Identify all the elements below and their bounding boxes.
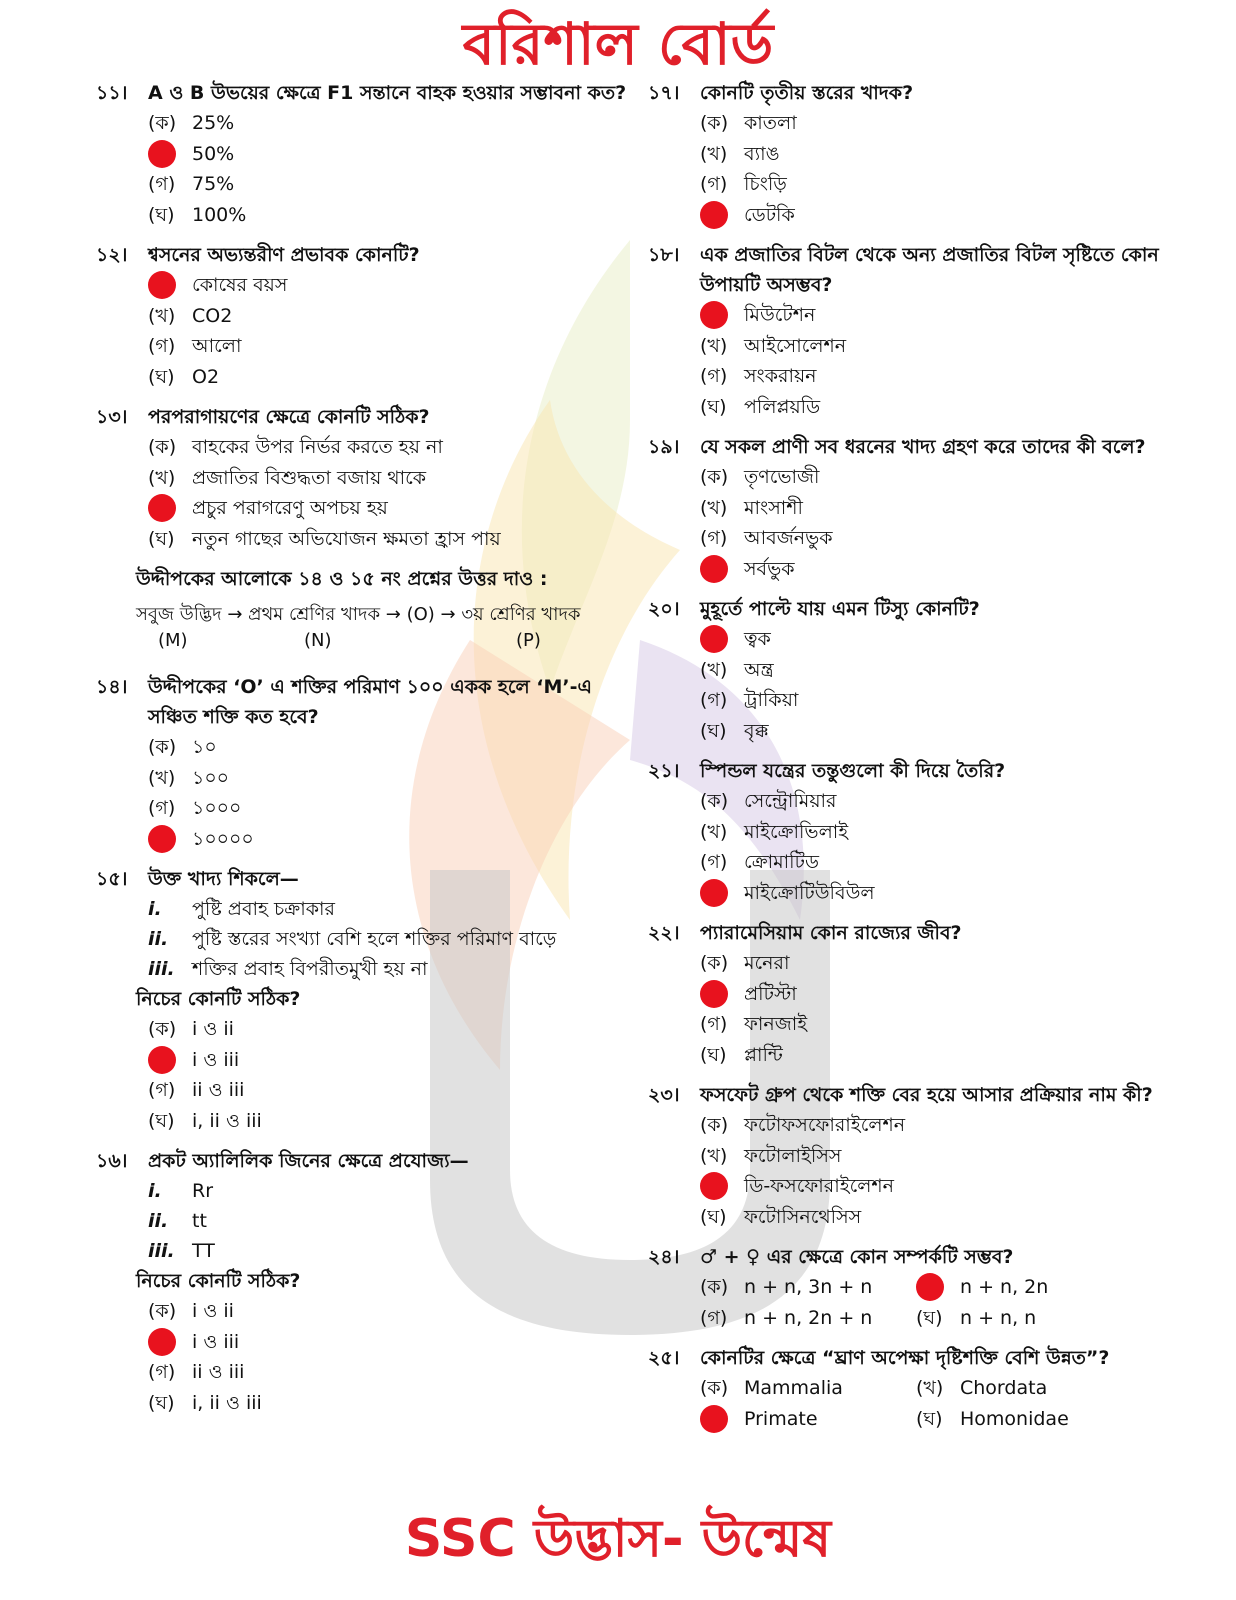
question-text: প্রকট অ্যালিলিক জিনের ক্ষেত্রে প্রযোজ্য— bbox=[148, 1150, 469, 1172]
page-title: বরিশাল বোর্ড bbox=[462, 10, 774, 78]
question-text: যে সকল প্রাণী সব ধরনের খাদ্য গ্রহণ করে তাদের কী বলে? bbox=[700, 436, 1146, 458]
option-gha[interactable] bbox=[148, 1106, 636, 1137]
option-kha[interactable] bbox=[700, 655, 1188, 686]
option-ga[interactable] bbox=[148, 169, 636, 200]
option-ka[interactable] bbox=[700, 108, 1188, 139]
option-gha[interactable] bbox=[700, 1202, 1188, 1233]
question-text: উদ্দীপকের ‘O’ এ শক্তির পরিমাণ ১০০ একক হলে ‘M’-এ সঞ্চিত শক্তি কত হবে? bbox=[148, 676, 592, 728]
question-text: মুহূর্তে পাল্টে যায় এমন টিস্যু কোনটি? bbox=[700, 598, 980, 620]
option-ka[interactable] bbox=[148, 732, 636, 763]
option-gha[interactable] bbox=[700, 716, 1188, 747]
option-text: n + n, 3n + n bbox=[744, 1276, 873, 1298]
which-correct: নিচের কোনটি সঠিক? bbox=[136, 988, 301, 1010]
question-number: ১৬। bbox=[96, 1150, 128, 1172]
option-text: ফানজাই bbox=[744, 1013, 808, 1035]
option-ga[interactable] bbox=[700, 523, 1188, 554]
option-label: (খ) bbox=[700, 142, 728, 165]
option-label: (ক) bbox=[700, 1377, 729, 1399]
option-label: (গ) bbox=[148, 797, 176, 819]
option-text: O2 bbox=[192, 365, 220, 388]
question-11 bbox=[96, 78, 636, 230]
option-label: (গ) bbox=[148, 173, 176, 195]
option-kha[interactable] bbox=[700, 1141, 1188, 1172]
option-label: (ঘ) bbox=[700, 1043, 727, 1066]
option-text: Homonidae bbox=[960, 1407, 1069, 1430]
option-text: i ও iii bbox=[192, 1048, 240, 1071]
option-ga[interactable] bbox=[148, 331, 636, 362]
option-label: (খ) bbox=[148, 766, 176, 789]
option-ka[interactable] bbox=[700, 1110, 1188, 1141]
option-kha[interactable] bbox=[148, 139, 636, 170]
option-text: ১০০০ bbox=[192, 797, 242, 819]
question-text: শ্বসনের অভ্যন্তরীণ প্রভাবক কোনটি? bbox=[148, 244, 420, 266]
option-gha[interactable] bbox=[148, 200, 636, 231]
option-label: (খ) bbox=[700, 334, 728, 357]
answer-dot-icon bbox=[700, 201, 728, 229]
question-13 bbox=[96, 402, 636, 554]
option-ga[interactable] bbox=[700, 1009, 1188, 1040]
option-label: (ঘ) bbox=[148, 1109, 175, 1132]
stimulus-passage bbox=[136, 564, 636, 660]
option-label: (গ) bbox=[148, 1079, 176, 1101]
question-number: ১৯। bbox=[648, 436, 680, 458]
option-ka[interactable] bbox=[148, 432, 636, 463]
option-text: ii ও iii bbox=[192, 1361, 245, 1383]
option-text: সেন্ট্রোমিয়ার bbox=[744, 790, 837, 812]
option-kha[interactable] bbox=[700, 493, 1188, 524]
option-text: আবর্জনভুক bbox=[744, 527, 833, 549]
option-text: i ও ii bbox=[192, 1018, 234, 1040]
option-text: প্রটিস্টা bbox=[744, 982, 797, 1005]
question-text: ♂ + ♀ এর ক্ষেত্রে কোন সম্পর্কটি সম্ভব? bbox=[700, 1246, 1014, 1268]
option-label: (খ) bbox=[700, 658, 728, 681]
option-text: মাংসাশী bbox=[744, 496, 803, 519]
question-text: A ও B উভয়ের ক্ষেত্রে F1 সন্তানে বাহক হওয়ার সম্ভাবনা কত? bbox=[148, 82, 627, 104]
question-text: উক্ত খাদ্য শিকলে— bbox=[148, 868, 299, 890]
option-label: (গ) bbox=[700, 173, 728, 195]
option-kha[interactable] bbox=[916, 1373, 1132, 1404]
answer-dot-icon bbox=[148, 1046, 176, 1074]
question-text: কোনটি তৃতীয় স্তরের খাদক? bbox=[700, 82, 914, 104]
option-text: মাইক্রোটিউবিউল bbox=[744, 881, 875, 904]
option-kha[interactable] bbox=[700, 979, 1188, 1010]
option-ka[interactable] bbox=[700, 948, 1188, 979]
option-text: ফটোলাইসিস bbox=[744, 1144, 842, 1167]
option-text: Mammalia bbox=[744, 1377, 843, 1399]
option-text: n + n, 2n + n bbox=[744, 1306, 873, 1329]
question-23 bbox=[648, 1080, 1188, 1232]
option-text: i, ii ও iii bbox=[192, 1391, 262, 1414]
option-label: (খ) bbox=[148, 304, 176, 327]
option-text: Primate bbox=[744, 1407, 818, 1430]
option-label: (খ) bbox=[700, 820, 728, 843]
question-number: ২০। bbox=[648, 598, 680, 620]
answer-dot-icon bbox=[700, 301, 728, 329]
option-text: ১০ bbox=[192, 736, 217, 758]
option-ga[interactable] bbox=[148, 793, 636, 824]
option-kha[interactable] bbox=[700, 331, 1188, 362]
option-gha[interactable] bbox=[916, 1404, 1132, 1435]
option-text: ট্রাকিয়া bbox=[744, 689, 799, 711]
right-column bbox=[648, 78, 1188, 1444]
option-label: (খ) bbox=[700, 496, 728, 519]
question-12 bbox=[96, 240, 636, 392]
option-text: বৃক্ক bbox=[744, 719, 769, 742]
option-text: মনেরা bbox=[744, 952, 790, 974]
option-label: (ঘ) bbox=[916, 1306, 943, 1329]
option-ga[interactable] bbox=[700, 847, 1188, 878]
answer-dot-icon bbox=[148, 825, 176, 853]
question-24 bbox=[648, 1242, 1188, 1333]
question-number: ১৫। bbox=[96, 868, 128, 890]
option-gha[interactable] bbox=[148, 524, 636, 555]
option-text: 75% bbox=[192, 173, 235, 195]
option-text: i ও ii bbox=[192, 1300, 234, 1322]
option-ka[interactable] bbox=[148, 1296, 636, 1327]
option-text: আলো bbox=[192, 335, 242, 357]
question-22 bbox=[648, 918, 1188, 1070]
option-ka[interactable] bbox=[700, 300, 1188, 331]
option-label: (ক) bbox=[700, 790, 729, 812]
answer-dot-icon bbox=[148, 271, 176, 299]
option-ka[interactable] bbox=[700, 1373, 916, 1404]
option-kha[interactable] bbox=[700, 817, 1188, 848]
option-text: চিংড়ি bbox=[744, 173, 787, 195]
option-text: তৃণভোজী bbox=[744, 466, 820, 488]
question-text: স্পিন্ডল যন্ত্রের তন্তুগুলো কী দিয়ে তৈরি? bbox=[700, 760, 1006, 782]
question-text: পরপরাগায়ণের ক্ষেত্রে কোনটি সঠিক? bbox=[148, 406, 430, 428]
option-label: (ক) bbox=[148, 736, 177, 758]
option-ga[interactable] bbox=[700, 1303, 916, 1334]
question-number: ২৩। bbox=[648, 1084, 680, 1106]
option-label: (গ) bbox=[700, 1306, 728, 1329]
label-p: (P) bbox=[516, 630, 541, 651]
question-number: ২১। bbox=[648, 760, 680, 782]
option-label: (ঘ) bbox=[916, 1407, 943, 1430]
option-kha[interactable] bbox=[700, 139, 1188, 170]
question-number: ২৫। bbox=[648, 1347, 680, 1369]
statement: i. পুষ্টি প্রবাহ চক্রাকার bbox=[148, 898, 335, 920]
option-text: ব্যাঙ bbox=[744, 142, 780, 165]
answer-dot-icon bbox=[700, 625, 728, 653]
option-ka[interactable] bbox=[148, 108, 636, 139]
option-text: প্লান্টি bbox=[744, 1043, 783, 1066]
option-text: বাহকের উপর নির্ভর করতে হয় না bbox=[192, 436, 443, 458]
answer-dot-icon bbox=[916, 1273, 944, 1301]
option-gha[interactable] bbox=[700, 554, 1188, 585]
option-label: (ক) bbox=[148, 1300, 177, 1322]
option-kha[interactable] bbox=[148, 763, 636, 794]
option-kha[interactable] bbox=[148, 463, 636, 494]
answer-dot-icon bbox=[148, 494, 176, 522]
option-text: প্রজাতির বিশুদ্ধতা বজায় থাকে bbox=[192, 466, 427, 489]
option-label: (ক) bbox=[148, 436, 177, 458]
option-label: (ক) bbox=[148, 112, 177, 134]
food-chain: সবুজ উদ্ভিদ → প্রথম শ্রেণির খাদক → (O) → ৩য় শ্রেণির খাদক bbox=[136, 604, 581, 625]
option-ga[interactable] bbox=[700, 1404, 916, 1435]
option-kha[interactable] bbox=[148, 1045, 636, 1076]
option-gha[interactable] bbox=[148, 1388, 636, 1419]
option-label: (ঘ) bbox=[148, 1391, 175, 1414]
question-number: ১২। bbox=[96, 244, 128, 266]
option-kha[interactable] bbox=[148, 1327, 636, 1358]
option-text: ত্বক bbox=[744, 628, 771, 650]
question-21 bbox=[648, 756, 1188, 908]
option-label: (ক) bbox=[700, 466, 729, 488]
option-text: ii ও iii bbox=[192, 1079, 245, 1101]
option-ga[interactable] bbox=[148, 493, 636, 524]
option-text: কাতলা bbox=[744, 112, 797, 134]
question-number: ১৩। bbox=[96, 406, 128, 428]
question-text: প্যারামেসিয়াম কোন রাজ্যের জীব? bbox=[700, 922, 962, 944]
question-17 bbox=[648, 78, 1188, 230]
option-text: মাইক্রোভিলাই bbox=[744, 820, 849, 843]
option-label: (ক) bbox=[700, 1276, 729, 1298]
answer-dot-icon bbox=[700, 980, 728, 1008]
option-label: (গ) bbox=[148, 1361, 176, 1383]
question-text: ফসফেট গ্রুপ থেকে শক্তি বের হয়ে আসার প্রক্রিয়ার নাম কী? bbox=[700, 1084, 1153, 1106]
option-text: 50% bbox=[192, 142, 235, 165]
answer-dot-icon bbox=[700, 1405, 728, 1433]
option-text: CO2 bbox=[192, 304, 233, 327]
food-chain-labels bbox=[136, 630, 636, 660]
option-label: (গ) bbox=[700, 527, 728, 549]
answer-dot-icon bbox=[700, 1172, 728, 1200]
option-label: (ঘ) bbox=[700, 719, 727, 742]
option-ka[interactable] bbox=[700, 624, 1188, 655]
question-number: ১৮। bbox=[648, 244, 680, 266]
question-18 bbox=[648, 240, 1188, 422]
option-gha[interactable] bbox=[700, 1040, 1188, 1071]
option-ga[interactable] bbox=[148, 1357, 636, 1388]
option-text: 25% bbox=[192, 112, 235, 134]
label-n: (N) bbox=[304, 630, 332, 651]
question-text: এক প্রজাতির বিটল থেকে অন্য প্রজাতির বিটল সৃষ্টিতে কোন উপায়টি অসম্ভব? bbox=[700, 244, 1159, 296]
statement: iii. শক্তির প্রবাহ বিপরীতমুখী হয় না bbox=[148, 958, 428, 980]
option-gha[interactable] bbox=[148, 362, 636, 393]
option-label: (গ) bbox=[700, 851, 728, 873]
option-text: n + n, 2n bbox=[960, 1276, 1049, 1298]
option-kha[interactable] bbox=[148, 301, 636, 332]
option-label: (ঘ) bbox=[700, 395, 727, 418]
question-15 bbox=[96, 864, 636, 1136]
question-20 bbox=[648, 594, 1188, 746]
option-ga[interactable] bbox=[700, 1171, 1188, 1202]
statement: ii. tt bbox=[148, 1210, 207, 1232]
option-gha[interactable] bbox=[916, 1303, 1132, 1334]
answer-dot-icon bbox=[148, 140, 176, 168]
option-label: (ক) bbox=[700, 1114, 729, 1136]
option-label: (গ) bbox=[700, 689, 728, 711]
question-number: ১১। bbox=[96, 82, 128, 104]
question-number: ২২। bbox=[648, 922, 680, 944]
left-column bbox=[96, 78, 636, 1428]
answer-dot-icon bbox=[700, 555, 728, 583]
answer-dot-icon bbox=[148, 1328, 176, 1356]
option-text: Chordata bbox=[960, 1377, 1048, 1399]
option-ka[interactable] bbox=[700, 786, 1188, 817]
option-ka[interactable] bbox=[148, 1014, 636, 1045]
option-text: পলিপ্লয়ডি bbox=[744, 395, 821, 418]
option-text: n + n, n bbox=[960, 1306, 1037, 1329]
question-25 bbox=[648, 1343, 1188, 1434]
option-label: (গ) bbox=[700, 1013, 728, 1035]
option-ka[interactable] bbox=[700, 462, 1188, 493]
option-label: (খ) bbox=[148, 466, 176, 489]
footer-title: SSC উদ্ভাস- উন্মেষ bbox=[404, 1509, 832, 1569]
answer-dot-icon bbox=[700, 879, 728, 907]
option-text: i ও iii bbox=[192, 1330, 240, 1353]
question-number: ১৪। bbox=[96, 676, 128, 698]
option-label: (ঘ) bbox=[148, 365, 175, 388]
option-ka[interactable] bbox=[148, 270, 636, 301]
option-label: (ক) bbox=[700, 952, 729, 974]
label-m: (M) bbox=[158, 630, 188, 651]
option-label: (খ) bbox=[700, 1144, 728, 1167]
option-text: কোষের বয়স bbox=[192, 274, 288, 296]
question-number: ১৭। bbox=[648, 82, 680, 104]
option-ga[interactable] bbox=[700, 169, 1188, 200]
option-text: মিউটেশন bbox=[744, 304, 816, 326]
option-gha[interactable] bbox=[700, 878, 1188, 909]
option-text: নতুন গাছের অভিযোজন ক্ষমতা হ্রাস পায় bbox=[192, 527, 501, 550]
option-gha[interactable] bbox=[148, 824, 636, 855]
option-ka[interactable] bbox=[700, 1272, 916, 1303]
option-text: ১০০০০ bbox=[192, 827, 254, 850]
option-label: (ঘ) bbox=[148, 527, 175, 550]
statement: i. Rr bbox=[148, 1180, 214, 1202]
statement: iii. TT bbox=[148, 1240, 215, 1262]
option-text: ডেটকি bbox=[744, 203, 795, 226]
option-text: অন্ত্র bbox=[744, 658, 774, 681]
option-ga[interactable] bbox=[148, 1075, 636, 1106]
question-number: ২৪। bbox=[648, 1246, 680, 1268]
option-text: i, ii ও iii bbox=[192, 1109, 262, 1132]
option-text: আইসোলেশন bbox=[744, 334, 847, 357]
option-ga[interactable] bbox=[700, 361, 1188, 392]
option-text: ফটোসিনথেসিস bbox=[744, 1205, 862, 1228]
option-label: (গ) bbox=[700, 365, 728, 387]
option-text: ক্রোমাটিড bbox=[744, 851, 819, 873]
option-text: সর্বভুক bbox=[744, 557, 795, 580]
option-text: ফটোফসফোরাইলেশন bbox=[744, 1114, 906, 1136]
option-label: (ক) bbox=[148, 1018, 177, 1040]
option-label: (ক) bbox=[700, 112, 729, 134]
option-ga[interactable] bbox=[700, 685, 1188, 716]
option-label: (গ) bbox=[148, 335, 176, 357]
option-label: (ঘ) bbox=[148, 203, 175, 226]
statement: ii. পুষ্টি স্তরের সংখ্যা বেশি হলে শক্তির পরিমাণ বাড়ে bbox=[148, 928, 557, 950]
option-gha[interactable] bbox=[700, 392, 1188, 423]
option-label: (ঘ) bbox=[700, 1205, 727, 1228]
option-text: 100% bbox=[192, 203, 247, 226]
question-text: কোনটির ক্ষেত্রে “ঘ্রাণ অপেক্ষা দৃষ্টিশক্তি বেশি উন্নত”? bbox=[700, 1347, 1110, 1369]
question-14 bbox=[96, 672, 636, 854]
question-19 bbox=[648, 432, 1188, 584]
option-text: ১০০ bbox=[192, 766, 230, 789]
option-gha[interactable] bbox=[700, 200, 1188, 231]
which-correct: নিচের কোনটি সঠিক? bbox=[136, 1270, 301, 1292]
passage-intro: উদ্দীপকের আলোকে ১৪ ও ১৫ নং প্রশ্নের উত্তর দাও : bbox=[136, 568, 548, 590]
option-text: সংকরায়ন bbox=[744, 365, 817, 387]
option-text: ডি-ফসফোরাইলেশন bbox=[744, 1175, 894, 1197]
option-kha[interactable] bbox=[916, 1272, 1132, 1303]
option-label: (খ) bbox=[916, 1377, 944, 1399]
question-16 bbox=[96, 1146, 636, 1418]
option-text: প্রচুর পরাগরেণু অপচয় হয় bbox=[192, 497, 388, 519]
